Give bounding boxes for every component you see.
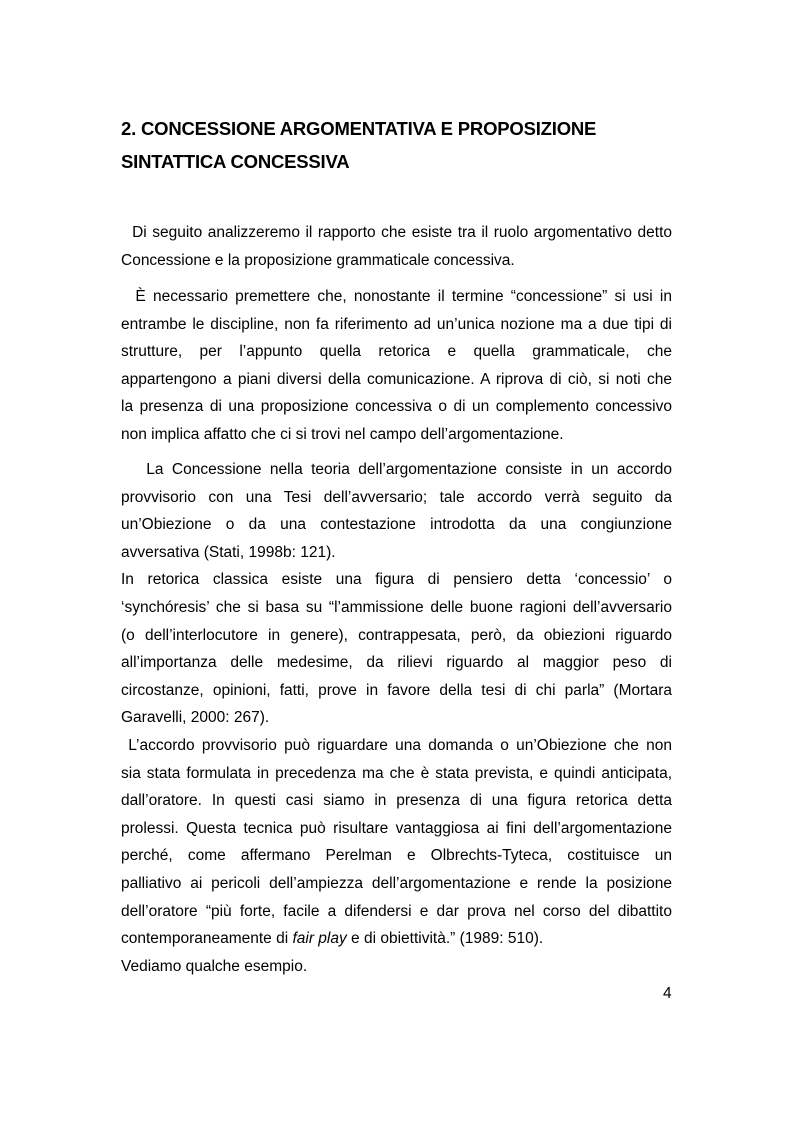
citation-after: e di obiettività.” (1989: 510).: [346, 930, 544, 948]
text-line: non implica affatto che ci si trovi nel campo dell’argomentazione.: [121, 425, 564, 443]
paragraph-concession: [121, 456, 672, 980]
page-number: 4: [663, 985, 672, 1002]
text-line: (o dell’interlocutore in genere), contrappesata, però, da obiezioni riguardo: [121, 626, 672, 644]
text-line: all’importanza delle medesime, da rilievi riguardo al maggior peso di: [121, 654, 672, 672]
paragraph-intro: [121, 219, 672, 274]
text-line: È necessario premettere che, nonostante il termine “concessione” si usi in: [121, 288, 672, 305]
text-line: perché, come affermano Perelman e Olbrechts-Tyteca, costituisce un: [121, 847, 672, 865]
text-line: palliativo ai pericoli dell’ampiezza dell’argomentazione e rende la posizione: [121, 874, 672, 892]
section-heading: [121, 112, 681, 178]
text-line: Garavelli, 2000: 267).: [121, 709, 270, 727]
text-line: avversativa (Stati, 1998b: 121).: [121, 543, 336, 561]
text-line: entrambe le discipline, non fa riferimento ad un’unica nozione ma a due tipi di: [121, 315, 672, 333]
text-line: provvisorio con una Tesi dell’avversario; tale accordo verrà seguito da: [121, 488, 672, 506]
text-line: prolessi. Questa tecnica può risultare vantaggiosa ai fini dell’argomentazione: [121, 819, 672, 837]
italic-term: fair play: [292, 930, 347, 948]
heading-line-2: SINTATTICA CONCESSIVA: [121, 151, 350, 172]
text-line: dall’oratore. In questi casi siamo in presenza di una figura retorica detta: [121, 792, 672, 810]
citation-before: contemporaneamente di: [121, 930, 293, 948]
heading-line-1: 2. CONCESSIONE ARGOMENTATIVA E PROPOSIZIONE: [121, 118, 597, 139]
text-line: sia stata formulata in precedenza ma che è stata prevista, e quindi anticipata,: [121, 764, 672, 782]
text-line: circostanze, opinioni, fatti, prove in favore della tesi di chi parla” (Mortara: [121, 681, 672, 699]
text-line: strutture, per l’appunto quella retorica e quella grammaticale, che: [121, 343, 672, 361]
text-line: L’accordo provvisorio può riguardare una domanda o un’Obiezione che non: [121, 736, 672, 754]
citation-line: [121, 925, 672, 953]
text-line: ‘synchóresis’ che si basa su “l’ammissione delle buone ragioni dell’avversario: [121, 598, 672, 616]
text-line: In retorica classica esiste una figura di pensiero detta ‘concessio’ o: [121, 571, 672, 589]
text-line: appartengono a piani diversi della comunicazione. A riprova di ciò, si noti che: [121, 370, 672, 388]
text-line: dell’oratore “più forte, facile a difendersi e dar prova nel corso del dibattito: [121, 902, 672, 920]
closing-line: Vediamo qualche esempio.: [121, 957, 308, 975]
text-line: un’Obiezione o da una contestazione introdotta da una congiunzione: [121, 516, 672, 534]
text-line: La Concessione nella teoria dell’argomentazione consiste in un accordo: [121, 461, 672, 478]
text-line: Concessione e la proposizione grammaticale concessiva.: [121, 251, 515, 269]
text-line: la presenza di una proposizione concessiva o di un complemento concessivo: [121, 398, 672, 416]
text-line: Di seguito analizzeremo il rapporto che esiste tra il ruolo argomentativo detto: [121, 224, 672, 241]
paragraph-premise: [121, 283, 672, 449]
